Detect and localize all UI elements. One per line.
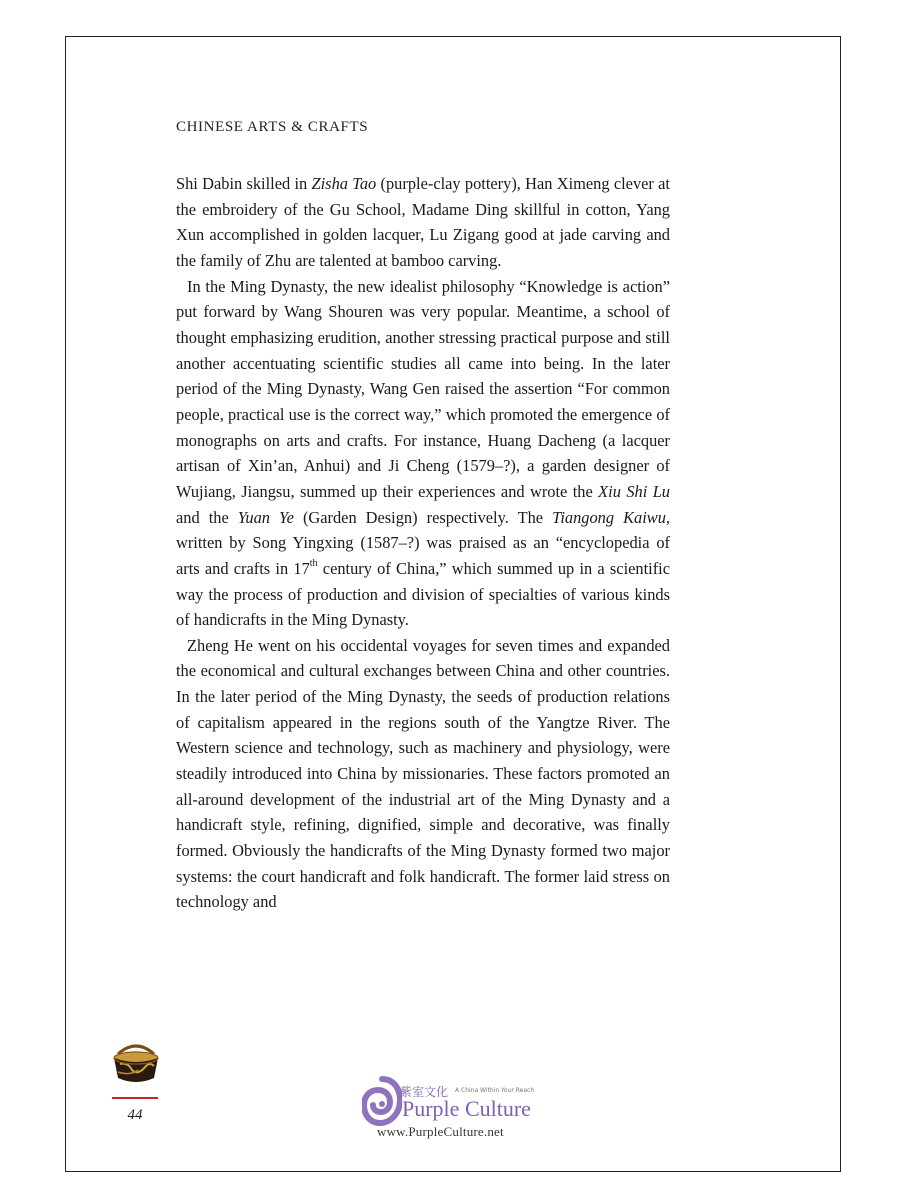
purple-culture-logo-icon <box>362 1076 402 1126</box>
brand-name: Purple Culture <box>402 1096 531 1121</box>
paragraph-1: Shi Dabin skilled in Zisha Tao (purple-clay pottery), Han Ximeng clever at the embroidery of the Gu School, Madame Ding skillful in cotton, Yang Xun accomplished in golden lacquer, Lu Zigang good at jade carving and the family of Zhu are talented at bamboo carving. <box>176 174 670 270</box>
running-head: CHINESE ARTS & CRAFTS <box>176 119 369 135</box>
folio-rule <box>112 1097 158 1099</box>
brand-chinese-name: 紫室文化 <box>400 1085 449 1099</box>
brand-url: www.PurpleCulture.net <box>377 1124 504 1139</box>
brand-tagline: A China Within Your Reach <box>455 1087 535 1094</box>
paragraph-2: In the Ming Dynasty, the new idealist philosophy “Knowledge is action” put forward by Wang Shouren was very popular. Meantime, a school of thought emphasizing erudition, another stressing practical purpose and still another accentuating scientific studies all came into being. In the later period of the Ming Dynasty, Wang Gen raised the assertion “For common people, practical use is the correct way,” which promoted the emergence of monographs on arts and crafts. For instance, Huang Dacheng (a lacquer artisan of Xin’an, Anhui) and Ji Cheng (1579–?), a garden designer of Wujiang, Jiangsu, summed up their experiences and wrote the Xiu Shi Lu and the Yuan Ye (Garden Design) respectively. The Tiangong Kaiwu, written by Song Yingxing (1587–?) was praised as an “encyclopedia of arts and crafts in 17th century of China,” which summed up in a scientific way the process of production and division of specialties of various kinds of handicrafts in the Ming Dynasty. <box>176 276 671 630</box>
page-number: 44 <box>127 1107 143 1123</box>
lacquer-basket-icon <box>108 1040 164 1084</box>
body-text <box>176 171 670 915</box>
paragraph-3: Zheng He went on his occidental voyages for seven times and expanded the economical and cultural exchanges between China and other countries. In the later period of the Ming Dynasty, the seeds of production relations of capitalism appeared in the regions south of the Yangtze River. The Western science and technology, such as machinery and physiology, were steadily introduced into China by missionaries. These factors promoted an all-around development of the industrial art of the Ming Dynasty and a handicraft style, refining, dignified, simple and decorative, was finally formed. Obviously the handicrafts of the Ming Dynasty formed two major systems: the court handicraft and folk handicraft. The former laid stress on technology and <box>176 635 670 912</box>
